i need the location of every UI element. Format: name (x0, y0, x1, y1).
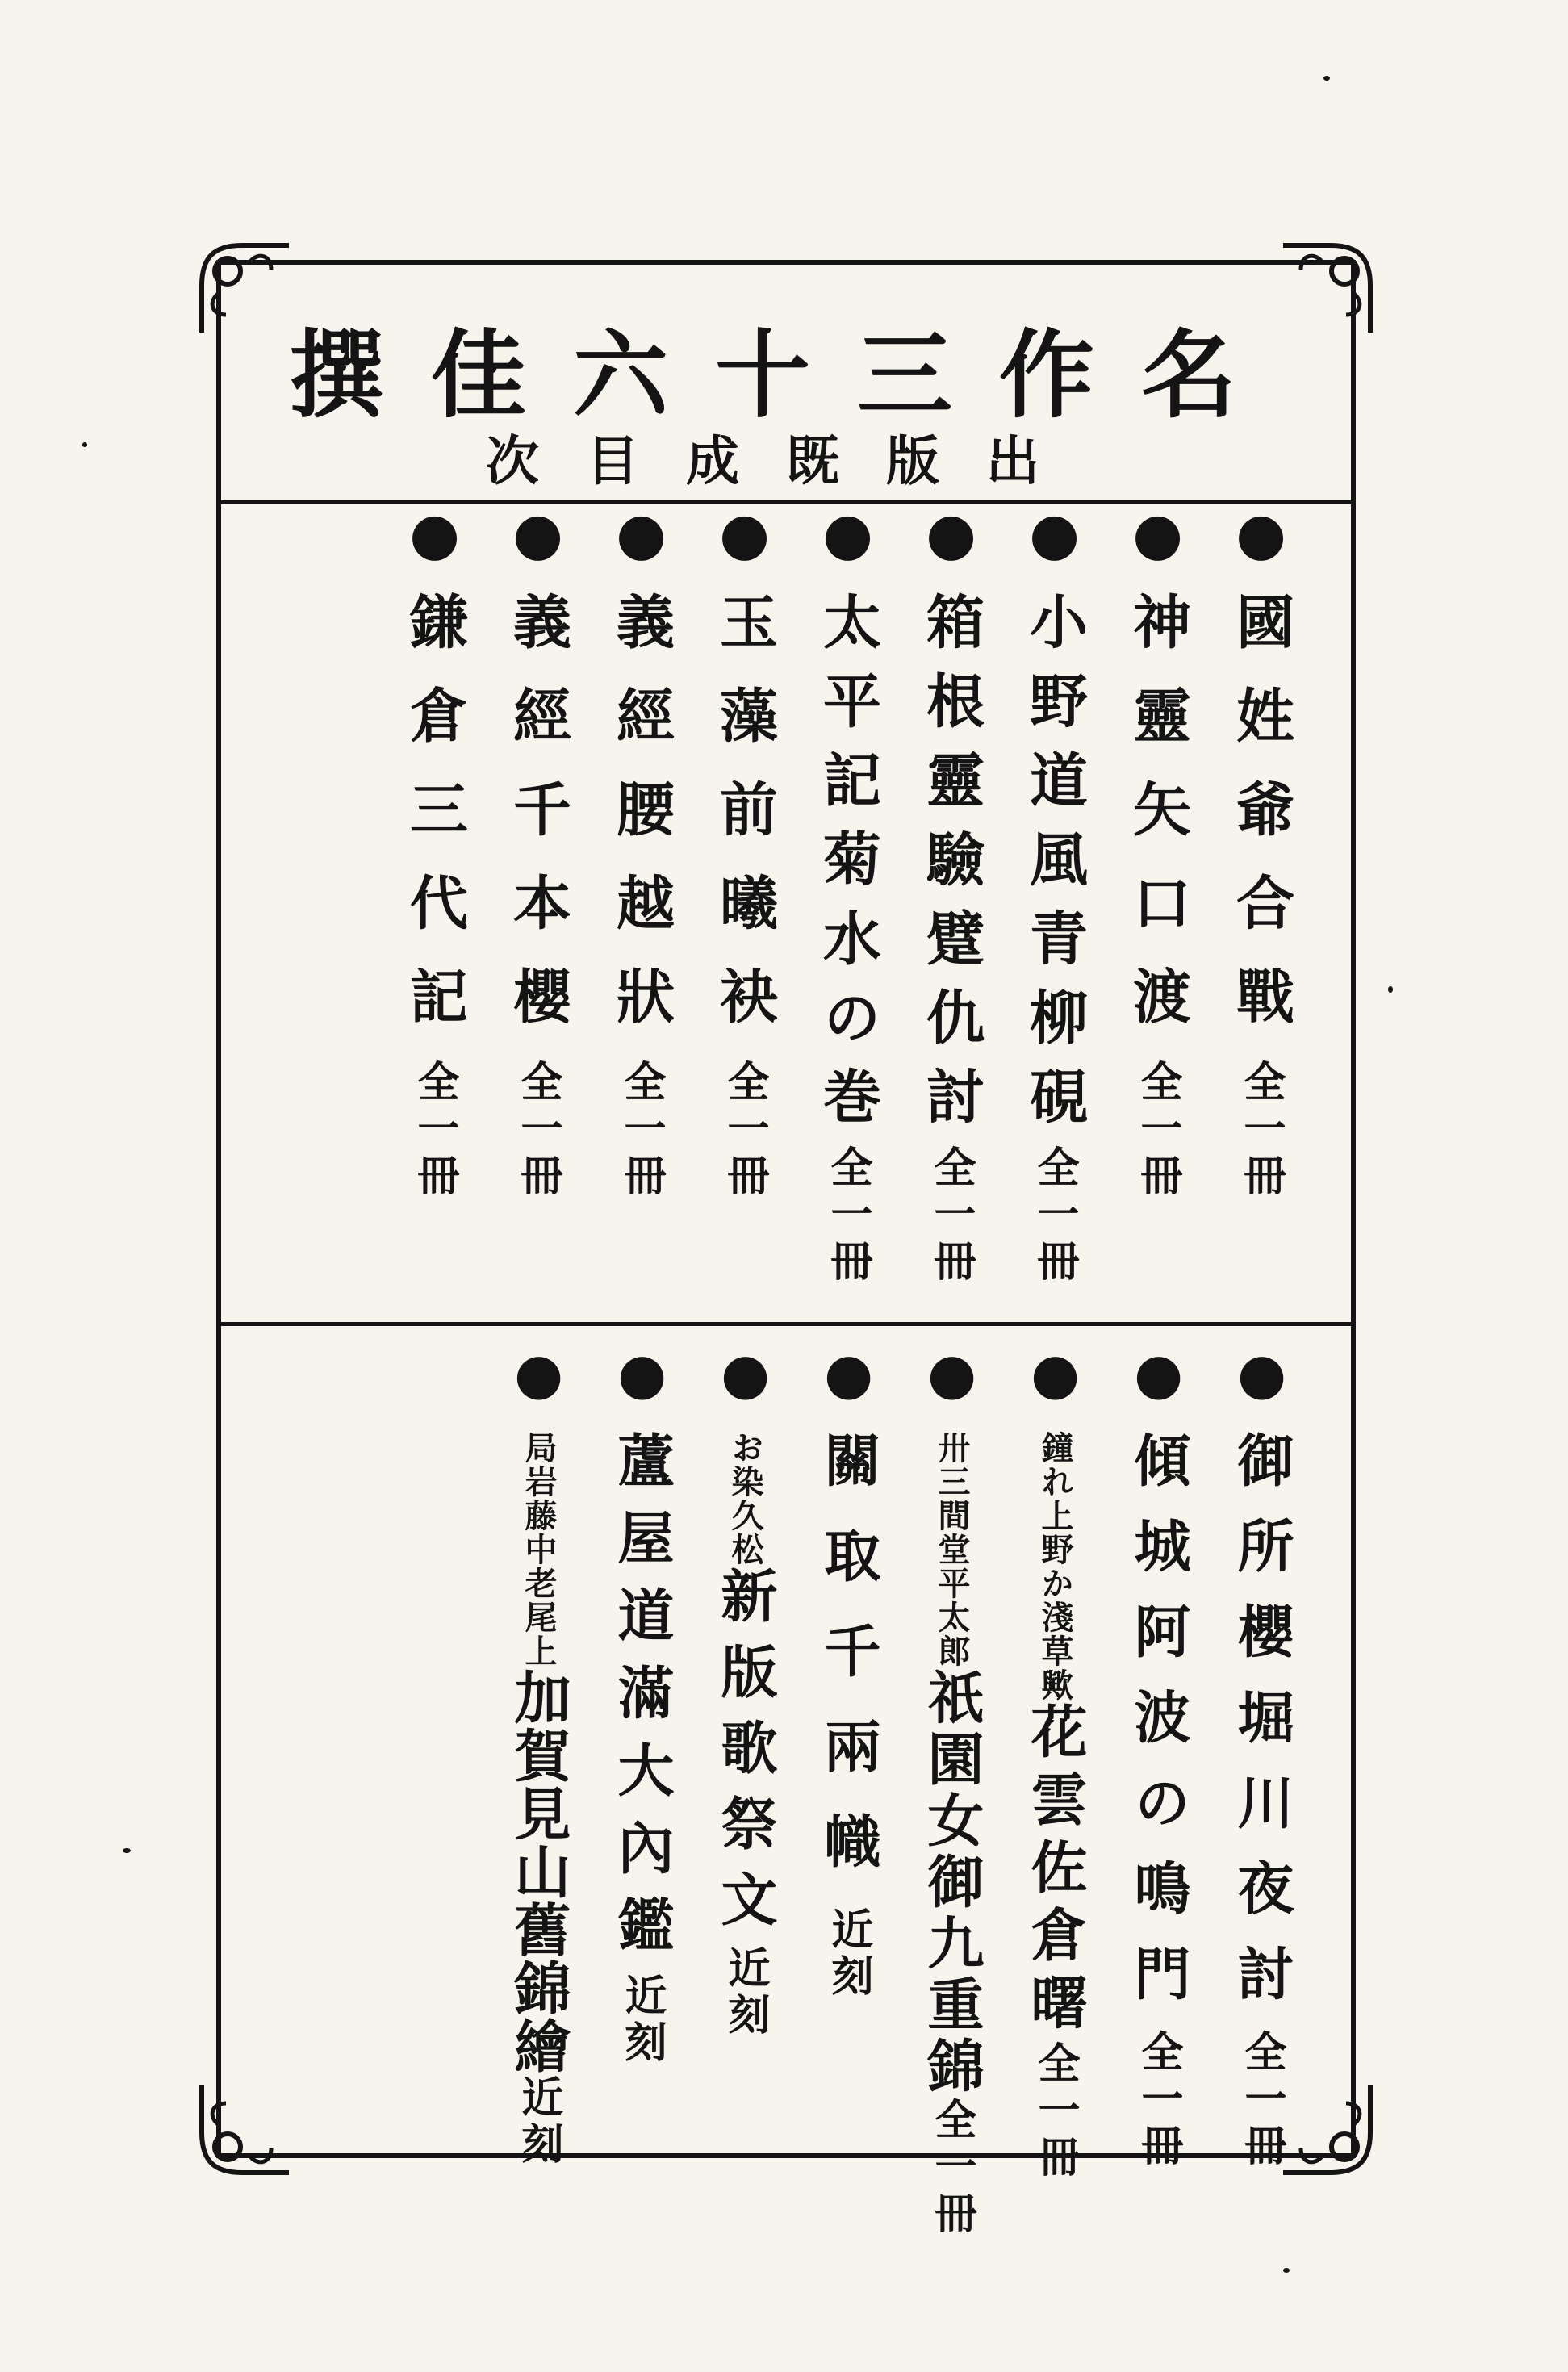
bullet-icon: ● (1227, 499, 1295, 592)
item-volume: 全一冊 (513, 1060, 562, 1200)
item-volume: 全一冊 (1236, 1060, 1286, 1200)
list-item (713, 1340, 786, 2123)
list-item (607, 499, 683, 1306)
item-title: 加賀見山舊錦繪 (505, 1668, 572, 2075)
corner-ornament-icon (194, 2084, 291, 2181)
item-title: 神靈矢口渡 (1123, 592, 1192, 1060)
item-volume: 全一冊 (823, 1145, 872, 1286)
bullet-icon: ● (1228, 1340, 1295, 1431)
item-volume: 全一冊 (1030, 1145, 1079, 1286)
bullet-icon: ● (1022, 1340, 1089, 1431)
item-title: 國姓爺合戰 (1227, 592, 1295, 1060)
item-title: 太平記菊水の巻 (813, 592, 882, 1145)
list-item (1020, 499, 1096, 1306)
item-title: 鎌倉三代記 (400, 592, 469, 1060)
item-title: 義經腰越狀 (607, 592, 675, 1060)
list-item (710, 499, 786, 1306)
item-title: 新版歌祭文 (712, 1567, 779, 1946)
list-item (918, 1340, 993, 2238)
item-title: 祇園女御九重錦 (918, 1668, 985, 2098)
list-item (817, 1340, 889, 2123)
print-speck (1323, 76, 1330, 81)
bullet-icon: ● (918, 1340, 985, 1431)
list-item (400, 499, 476, 1306)
item-note: 局岩藤中老尾上 (520, 1431, 558, 1668)
item-volume: 全一冊 (617, 1060, 666, 1200)
section-divider (221, 1322, 1351, 1326)
item-volume: 全一冊 (1237, 2030, 1286, 2170)
item-title: 小野道風青柳硯 (1020, 592, 1089, 1145)
list-item (813, 499, 889, 1306)
item-title: 箱根靈驗躄仇討 (917, 592, 985, 1145)
list-item (505, 1340, 579, 2169)
list-item (610, 1340, 683, 2123)
item-title: 玉藻前曦袂 (710, 592, 779, 1060)
item-title: 傾城阿波の鳴門 (1125, 1431, 1192, 2030)
bullet-icon: ● (607, 499, 675, 592)
bullet-icon: ● (1020, 499, 1089, 592)
item-title: 蘆屋道滿大內鑑 (608, 1431, 675, 1973)
page-frame (216, 260, 1356, 2238)
page-subtitle: 出版既成目次 (486, 429, 1086, 492)
item-volume: 全一冊 (1133, 1060, 1182, 1200)
item-volume: 全一冊 (926, 1145, 976, 1286)
item-title: 義經千本櫻 (504, 592, 572, 1060)
bullet-icon: ● (504, 499, 572, 592)
item-volume: 全一冊 (1134, 2030, 1183, 2170)
bullet-icon: ● (400, 499, 469, 592)
list-item (1227, 499, 1302, 1306)
bullet-icon: ● (710, 499, 779, 592)
bullet-icon: ● (815, 1340, 882, 1431)
item-volume: 全一冊 (1031, 2041, 1080, 2182)
page-title: 名作三十六佳撰 (288, 319, 1283, 431)
bullet-icon: ● (917, 499, 985, 592)
item-title: 關取千兩幟 (815, 1431, 882, 1907)
print-speck (1388, 986, 1393, 993)
item-note: 卅三間堂平太郎 (933, 1431, 971, 1668)
item-volume: 近刻 (617, 1973, 667, 2067)
bullet-icon: ● (608, 1340, 675, 1431)
item-volume: 全一冊 (720, 1060, 769, 1200)
item-volume: 全一冊 (927, 2098, 976, 2238)
item-title: 御所櫻堀川夜討 (1228, 1431, 1295, 2030)
item-volume: 近刻 (721, 1946, 770, 2039)
list-item (1228, 1340, 1302, 2170)
print-speck (82, 442, 87, 447)
item-note: お染久松 (726, 1431, 764, 1567)
list-item (1022, 1340, 1096, 2182)
bullet-icon: ● (712, 1340, 779, 1431)
print-speck (1283, 2268, 1290, 2273)
bullet-icon: ● (813, 499, 882, 592)
bullet-icon: ● (1125, 1340, 1192, 1431)
item-volume: 近刻 (824, 1907, 873, 2001)
print-speck (123, 1848, 131, 1853)
list-item (1125, 1340, 1199, 2170)
list-item (917, 499, 993, 1306)
bullet-icon: ● (1123, 499, 1192, 592)
item-title: 花雲佐倉曙 (1022, 1702, 1089, 2041)
item-note: 鐘れ上野か淺草歟 (1036, 1431, 1074, 1702)
list-item (1123, 499, 1199, 1306)
item-volume: 近刻 (514, 2075, 563, 2169)
list-item (504, 499, 579, 1306)
bullet-icon: ● (505, 1340, 572, 1431)
item-volume: 全一冊 (410, 1060, 459, 1200)
